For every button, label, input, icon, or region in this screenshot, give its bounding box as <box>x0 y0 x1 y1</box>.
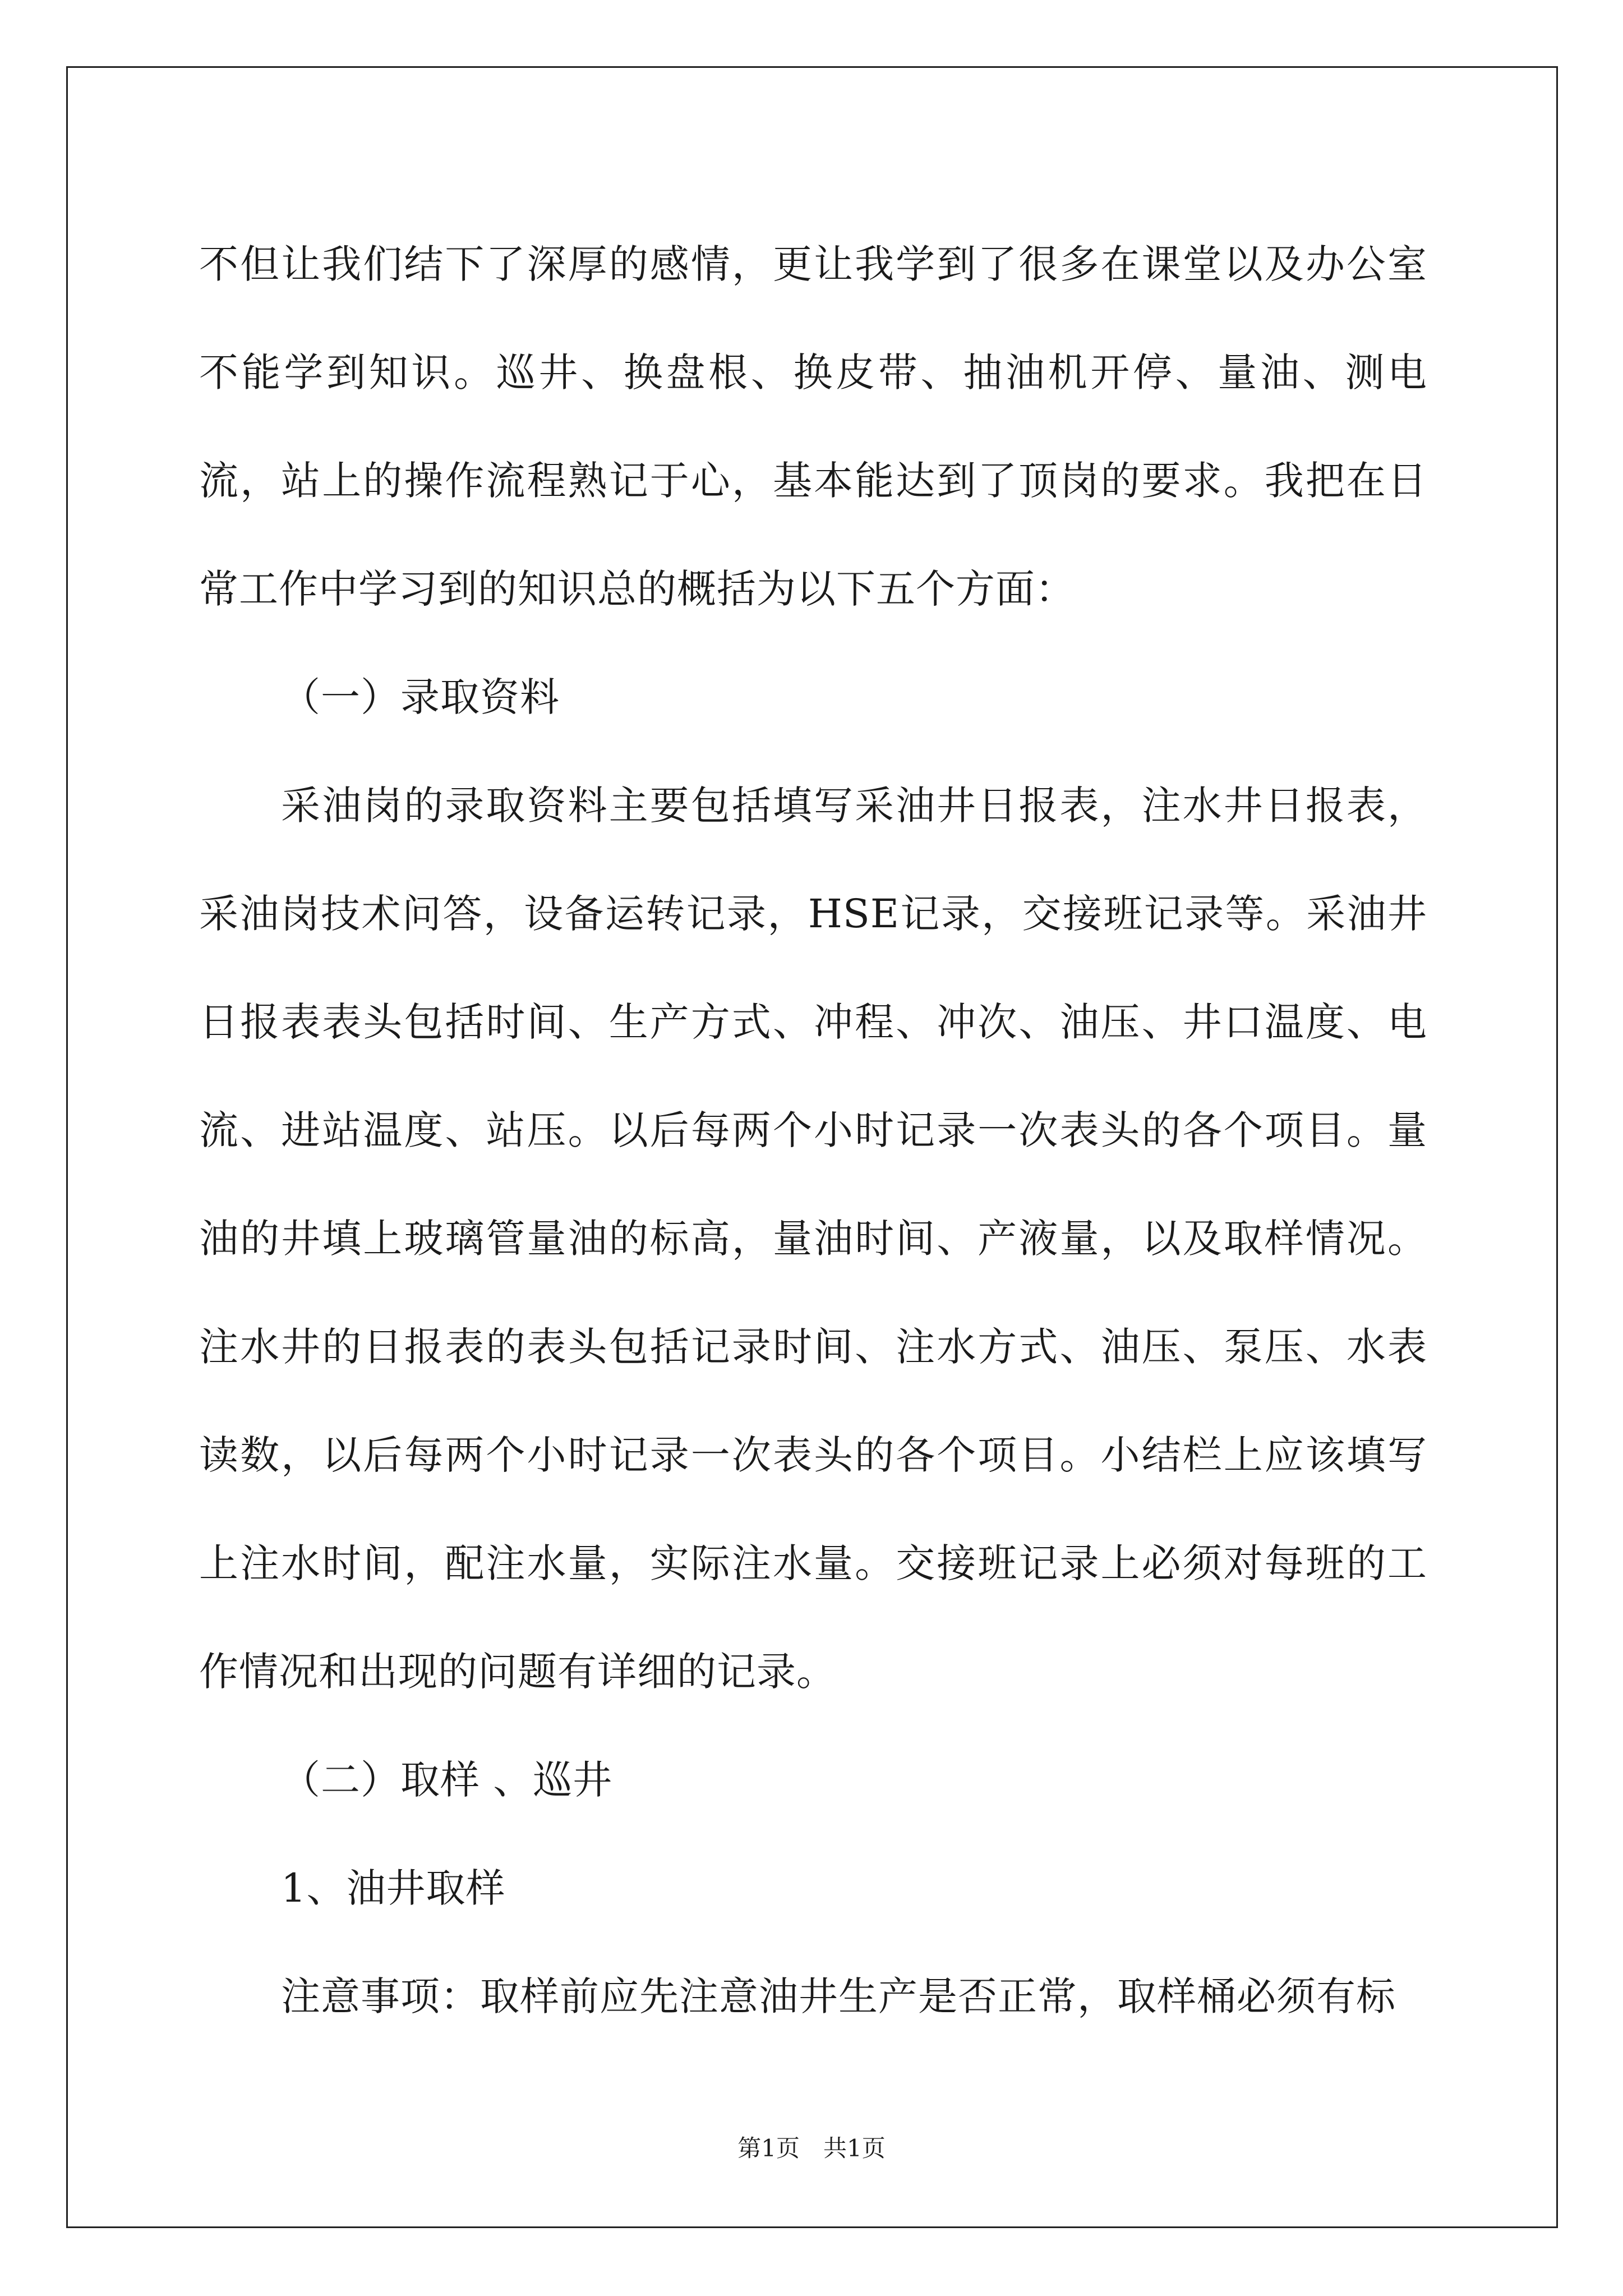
paragraph-1: 不但让我们结下了深厚的感情，更让我学到了很多在课堂以及办公室不能学到知识。巡井、换盘根、换皮带、抽油机开停、量油、测电流，站上的操作流程熟记于心，基本能达到了顶岗的要求。我把在日常工作中学习到的知识总的概括为以下五个方面： <box>199 241 1427 612</box>
paragraph-3: 注意事项：取样前应先注意油井生产是否正常，取样桶必须有标 <box>281 1973 1396 2019</box>
section-heading-2: （二）取样 、巡井 <box>281 1757 613 1803</box>
document-body <box>199 210 1427 2051</box>
page-footer: 第1页 共1页 <box>737 2134 886 2162</box>
section-heading-1: （一）录取资料 <box>281 674 560 720</box>
subsection-heading-1: 1、油井取样 <box>281 1865 506 1911</box>
paragraph-2: 采油岗的录取资料主要包括填写采油井日报表，注水井日报表，采油岗技术问答，设备运转记录，HSE记录，交接班记录等。采油井日报表表头包括时间、生产方式、冲程、冲次、油压、井口温度、电流、进站温度、站压。以后每两个小时记录一次表头的各个项目。量油的井填上玻璃管量油的标高，量油时间、产液量，以及取样情况。注水井的日报表的表头包括记录时间、注水方式、油压、泵压、水表读数，以后每两个小时记录一次表头的各个项目。小结栏上应该填写上注水时间，配注水量，实际注水量。交接班记录上必须对每班的工作情况和出现的问题有详细的记录。 <box>199 783 1427 1695</box>
